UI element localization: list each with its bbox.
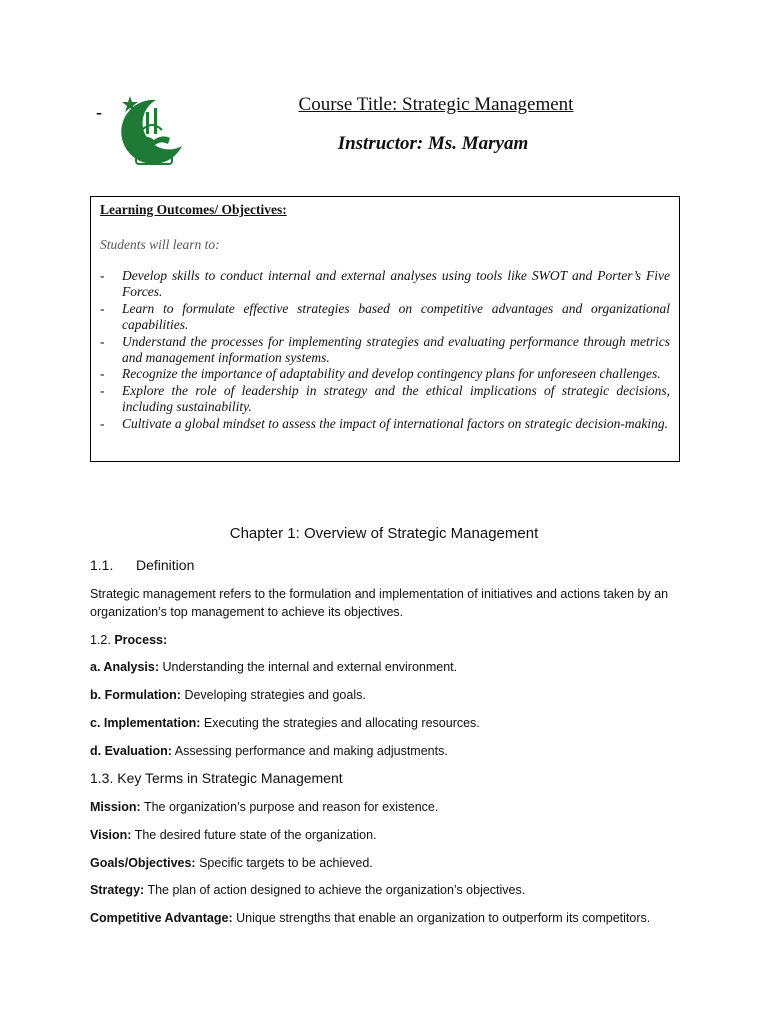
instructor-name: Instructor: Ms. Maryam [337, 133, 529, 154]
bullet-dash: - [100, 366, 105, 382]
term-label: Mission: [90, 800, 141, 814]
term-text: The plan of action designed to achieve the organization’s objectives. [147, 883, 526, 897]
term-text: Specific targets to be achieved. [199, 856, 373, 870]
process-number: 1.2. [90, 633, 111, 647]
outcomes-heading: Learning Outcomes/ Objectives: [100, 202, 287, 217]
term-text: The organization’s purpose and reason for existence. [143, 800, 439, 814]
step-text: Developing strategies and goals. [184, 688, 366, 702]
section-number: 1.1. [90, 557, 114, 573]
step-label: d. Evaluation: [90, 744, 172, 758]
process-step [90, 742, 680, 760]
outcome-text: Recognize the importance of adaptability and develop contingency plans for unforeseen challenges. [122, 366, 661, 382]
term-text: Unique strengths that enable an organization to outperform its competitors. [236, 911, 651, 925]
process-step [90, 686, 680, 704]
outcome-text: Learn to formulate effective strategies based on competitive advantages and organizational capabilities. [122, 300, 670, 333]
step-label: b. Formulation: [90, 688, 181, 702]
header-dash: - [96, 102, 102, 122]
step-text: Understanding the internal and external environment. [162, 660, 458, 674]
bullet-dash: - [100, 300, 105, 316]
definition-paragraph: Strategic management refers to the formulation and implementation of initiatives and actions taken by an organization’s top management to achieve its objectives. [90, 587, 669, 619]
section-heading-definition [90, 557, 194, 573]
term-label: Goals/Objectives: [90, 856, 196, 870]
step-label: a. Analysis: [90, 660, 160, 674]
process-heading [90, 631, 680, 649]
term-label: Vision: [90, 828, 132, 842]
process-label: Process: [114, 633, 168, 647]
key-term [90, 826, 680, 844]
key-term [90, 881, 680, 899]
term-label: Strategy: [90, 883, 145, 897]
process-step [90, 658, 680, 676]
outcome-text: Understand the processes for implementing strategies and evaluating performance through metrics and management information systems. [122, 333, 670, 366]
learning-outcomes-box [90, 196, 680, 462]
term-label: Competitive Advantage: [90, 911, 233, 925]
bullet-dash: - [100, 268, 105, 283]
outcome-item [100, 268, 670, 301]
term-text: The desired future state of the organization. [134, 828, 377, 842]
outcomes-intro: Students will learn to: [100, 237, 220, 252]
key-term [90, 854, 680, 872]
outcome-item [100, 301, 670, 334]
outcome-item [100, 416, 670, 432]
key-terms-heading: 1.3. Key Terms in Strategic Management [90, 770, 343, 786]
step-text: Assessing performance and making adjustments. [174, 744, 448, 758]
key-term [90, 909, 680, 927]
step-text: Executing the strategies and allocating resources. [203, 716, 480, 730]
course-title: Course Title: Strategic Management [298, 94, 574, 115]
section-title: Definition [136, 557, 195, 573]
bullet-dash: - [100, 415, 105, 431]
outcome-text: Cultivate a global mindset to assess the impact of international factors on strategic decision-making. [122, 415, 668, 431]
bullet-dash: - [100, 333, 105, 349]
chapter-title: Chapter 1: Overview of Strategic Management [229, 525, 539, 542]
outcome-item [100, 366, 670, 382]
step-label: c. Implementation: [90, 716, 201, 730]
bullet-dash: - [100, 382, 105, 398]
key-term [90, 798, 680, 816]
process-step [90, 714, 680, 732]
outcome-text: Explore the role of leadership in strategy and the ethical implications of strategic decisions, including sustainability. [122, 382, 670, 415]
outcome-item [100, 383, 670, 416]
outcome-item [100, 334, 670, 367]
outcome-list [100, 268, 670, 432]
outcome-text: Develop skills to conduct internal and external analyses using tools like SWOT and Porter’s Five Forces. [122, 268, 670, 300]
